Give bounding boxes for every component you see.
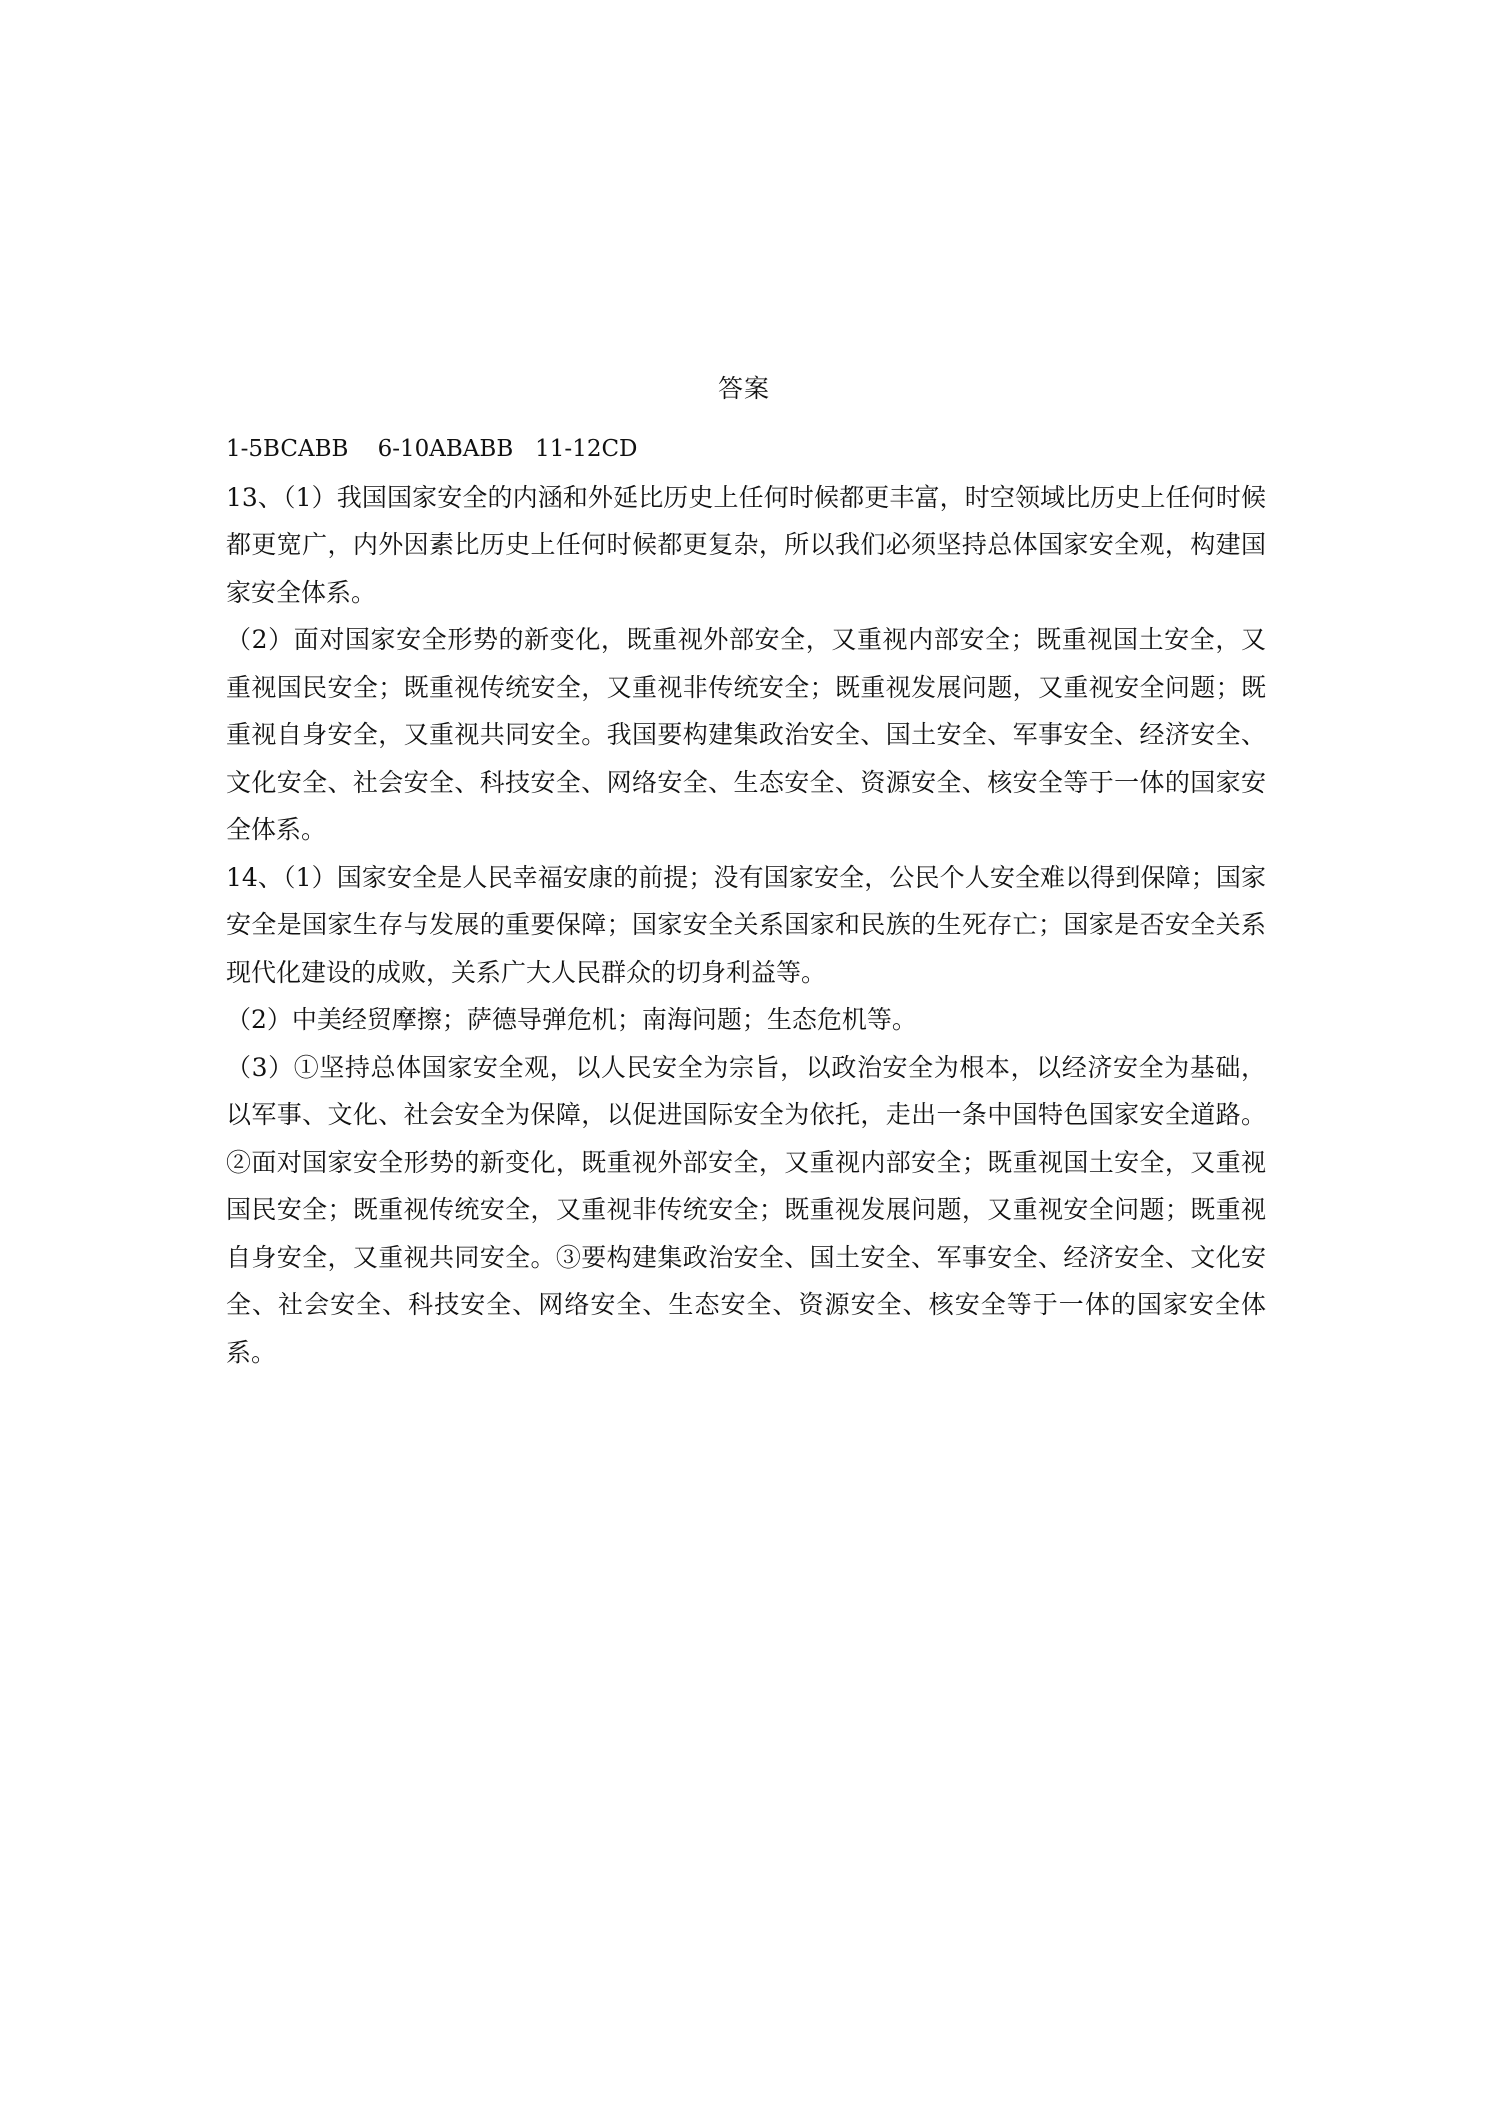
answer-13-part-1: 13、（1）我国国家安全的内涵和外延比历史上任何时候都更丰富，时空领域比历史上任何时候都更宽广，内外因素比历史上任何时候都更复杂，所以我们必须坚持总体国家安全观，构建国家安全体系。	[226, 482, 1266, 607]
answer-14-part-1: 14、（1）国家安全是人民幸福安康的前提；没有国家安全，公民个人安全难以得到保障；国家安全是国家生存与发展的重要保障；国家安全关系国家和民族的生死存亡；国家是否安全关系现代化建设的成败，关系广大人民群众的切身利益等。	[226, 862, 1266, 987]
page-title: 答案	[717, 374, 770, 403]
answer-content	[226, 426, 1266, 1376]
choice-answers: 1-5BCABB 6-10ABABB 11-12CD	[226, 436, 638, 462]
answer-13-part-2: （2）面对国家安全形势的新变化，既重视外部安全，又重视内部安全；既重视国土安全，又重视国民安全；既重视传统安全，又重视非传统安全；既重视发展问题，又重视安全问题；既重视自身安全，又重视共同安全。我国要构建集政治安全、国土安全、军事安全、经济安全、文化安全、社会安全、科技安全、网络安全、生态安全、资源安全、核安全等于一体的国家安全体系。	[226, 625, 1266, 844]
answer-14-part-3: （3）①坚持总体国家安全观，以人民安全为宗旨，以政治安全为根本，以经济安全为基础，以军事、文化、社会安全为保障，以促进国际安全为依托，走出一条中国特色国家安全道路。②面对国家安全形势的新变化，既重视外部安全，又重视内部安全；既重视国土安全，又重视国民安全；既重视传统安全，又重视非传统安全；既重视发展问题，又重视安全问题；既重视自身安全，又重视共同安全。③要构建集政治安全、国土安全、军事安全、经济安全、文化安全、社会安全、科技安全、网络安全、生态安全、资源安全、核安全等于一体的国家安全体系。	[226, 1052, 1266, 1367]
answer-14-part-2: （2）中美经贸摩擦；萨德导弹危机；南海问题；生态危机等。	[226, 1005, 917, 1034]
